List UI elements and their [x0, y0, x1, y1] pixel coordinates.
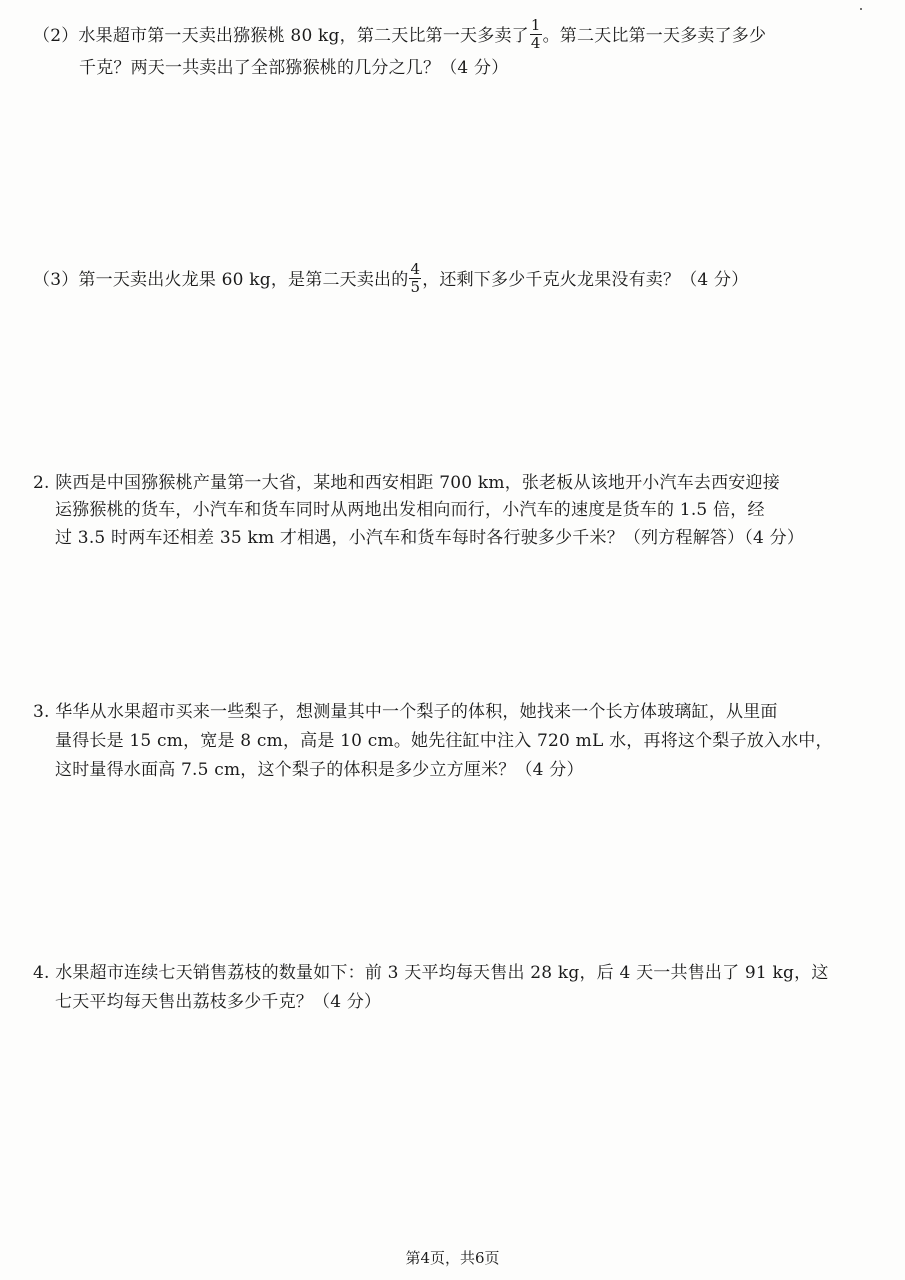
page-footer: 第4页，共6页	[405, 1249, 500, 1267]
fraction-numerator: 4	[410, 260, 421, 278]
q1-part2-line1	[33, 16, 767, 53]
q2-number: 2.	[33, 473, 50, 493]
q1-part2-label: （2）	[33, 26, 79, 46]
fraction-denominator: 5	[410, 278, 421, 296]
q3-line1	[33, 699, 778, 725]
q4-number: 4.	[33, 963, 50, 983]
q1-part2-text-post: 。第二天比第一天多卖了多少	[542, 26, 767, 46]
q2-text-line1: 陕西是中国猕猴桃产量第一大省，某地和西安相距 700 km，张老板从该地开小汽车去西安迎接	[55, 473, 780, 493]
q1-part2-line2: 千克？两天一共卖出了全部猕猴桃的几分之几？（4 分）	[79, 58, 509, 78]
q4-text-line1: 水果超市连续七天销售荔枝的数量如下：前 3 天平均每天售出 28 kg，后 4 天一共售出了 91 kg，这	[55, 963, 829, 983]
q3-number: 3.	[33, 702, 50, 722]
q1-part3-label: （3）	[33, 270, 79, 290]
q1-part2-text-pre: 水果超市第一天卖出猕猴桃 80 kg，第二天比第一天多卖了	[78, 26, 529, 46]
scan-speck	[860, 8, 862, 10]
q3-line2: 量得长是 15 cm，宽是 8 cm，高是 10 cm。她先往缸中注入 720 mL 水，再将这个梨子放入水中，	[55, 731, 833, 751]
q1-part2-fraction	[530, 18, 542, 51]
q1-part3-line1	[33, 260, 749, 297]
q1-part3-text-pre: 第一天卖出火龙果 60 kg，是第二天卖出的	[78, 270, 409, 290]
q2-line3: 过 3.5 时两车还相差 35 km 才相遇，小汽车和货车每时各行驶多少千米？（列方程解答）（4 分）	[55, 528, 805, 548]
q2-line2: 运猕猴桃的货车，小汽车和货车同时从两地出发相向而行，小汽车的速度是货车的 1.5 倍，经	[55, 500, 765, 520]
fraction-numerator: 1	[530, 16, 541, 34]
q3-line3: 这时量得水面高 7.5 cm，这个梨子的体积是多少立方厘米？（4 分）	[55, 760, 584, 780]
q3-text-line1: 华华从水果超市买来一些梨子，想测量其中一个梨子的体积，她找来一个长方体玻璃缸，从里面	[55, 702, 778, 722]
q1-part3-text-post: ，还剩下多少千克火龙果没有卖？（4 分）	[422, 270, 749, 290]
fraction-denominator: 4	[530, 34, 541, 52]
q1-part3-fraction	[409, 262, 421, 295]
q2-line1	[33, 470, 780, 496]
q4-line2: 七天平均每天售出荔枝多少千克？（4 分）	[55, 992, 382, 1012]
q4-line1	[33, 960, 829, 986]
